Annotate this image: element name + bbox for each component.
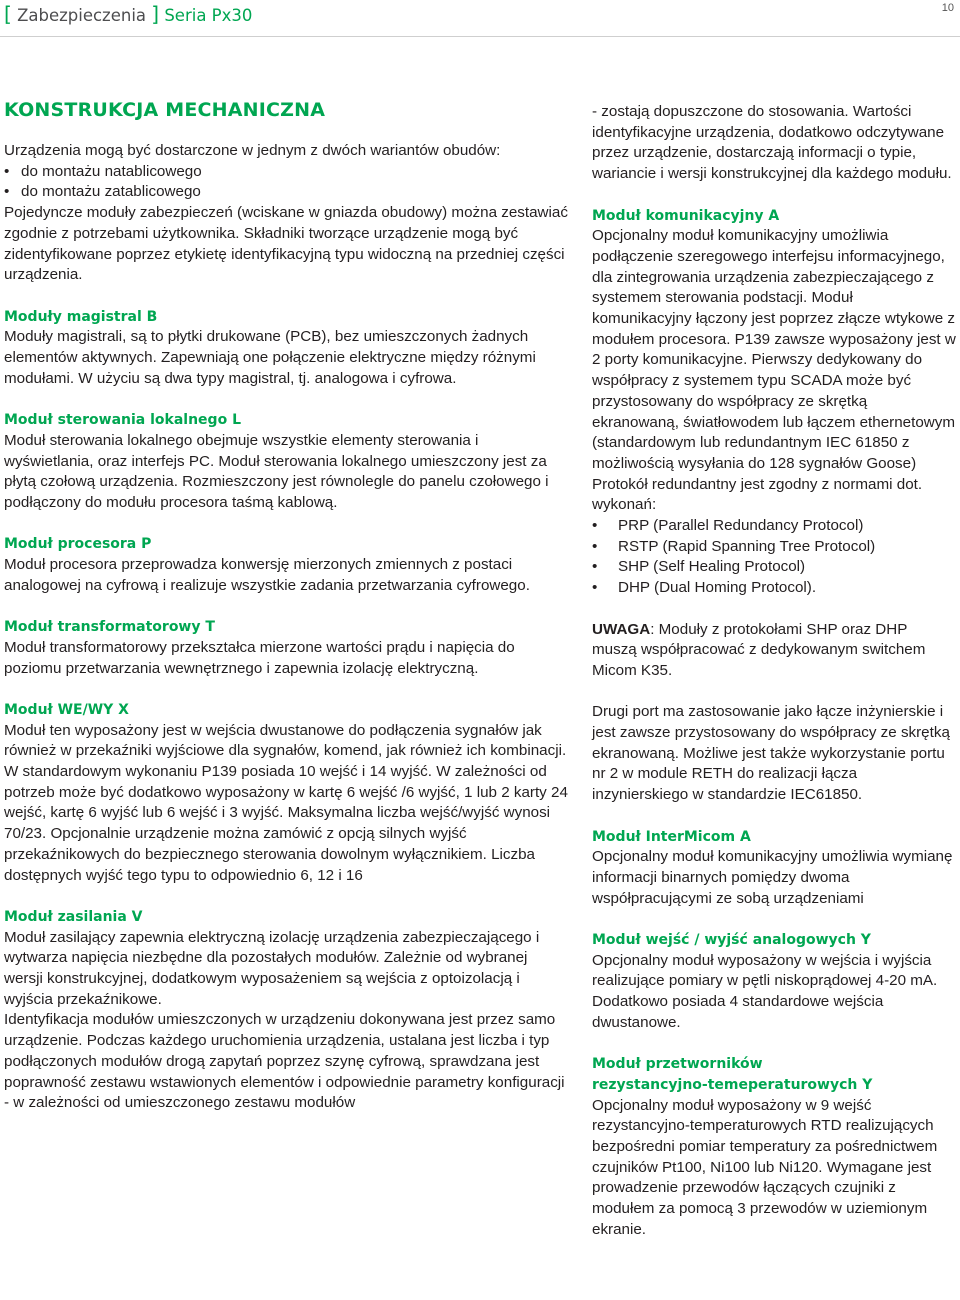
left-column [4,98,570,1114]
header-open-bracket: [ [4,2,12,26]
page-number: 10 [941,2,954,14]
section-text: Moduły magistrali, są to płytki drukowane (PCB), bez umieszczonych żadnych elementów aktywnych. Zapewniają one połączenie elektryczne między różnymi modułami. W użyciu są dwa typy magistral, tj. analogowa i cyfrowa. [4,328,536,387]
section-intermicom [592,827,956,910]
section-title-line-1: Moduł przetworników [592,1056,763,1073]
section-text: Moduł sterowania lokalnego obejmuje wszystkie elementy sterowania i wyświetlania, oraz interfejs PC. Moduł sterowania lokalnego umieszczony jest za płytą czołową urządzenia. Rozmieszczony jest równolegle do panelu czołowego i podłączony do modułu procesora taśmą kablową. [4,431,549,511]
section-text: Opcjonalny moduł wyposażony w wejścia i wyjścia realizujące pomiary w pętli niskoprądowej 4-20 mA. Dodatkowo posiada 4 standardowe wejścia dwustanowe. [592,951,938,1031]
section-analog-io [592,930,956,1034]
section-text: Opcjonalny moduł wyposażony w 9 wejść rezystancyjno-temperaturowych RTD realizujących bezpośredni pomiar temperatury za pośrednictwem czujników Pt100, Ni100 lub Ni120. Wymagane jest prowadzenie przewodów łączących czujniki z modułem za pomocą 3 przewodów w uziemionym ekranie. [592,1096,938,1238]
section-communication [592,206,956,599]
protocol-list [592,516,956,599]
note-paragraph [592,620,956,682]
section-rtd [592,1054,956,1240]
list-item: • RSTP (Rapid Spanning Tree Protocol) [592,537,956,558]
header-close-bracket: ] [151,2,160,26]
note-text: : Moduły z protokołami SHP oraz DHP muszą współpracować z dedykowanym switchem Micom K35. [592,620,926,679]
page-header [4,2,252,26]
section-title: Moduł transformatorowy T [4,619,215,636]
section-title: Moduł zasilania V [4,908,143,925]
section-title: Moduł WE/WY X [4,701,129,718]
section-title: Moduł InterMicom A [592,828,751,845]
list-item: • DHP (Dual Homing Protocol). [592,578,956,599]
variant-list [4,162,570,203]
section-processor [4,534,570,596]
section-power-supply [4,907,570,1114]
list-item: • do montażu zatablicowego [4,182,570,203]
section-bus-modules [4,307,570,390]
section-text-identification: Identyfikacja modułów umieszczonych w urządzeniu dokonywana jest przez samo urządzenie. Podczas każdego uruchomienia urządzenia, ustalana jest liczba i typ podłączonych modułów drogą zapytań poprzez szynę cyfrową, sprawdzana jest poprawność zestawu wstawionych elementów i odpowiednie parametry konfiguracji - w zależności od umieszczonego zestawu modułów [4,1011,565,1112]
section-text: Opcjonalny moduł komunikacyjny umożliwia wymianę informacji binarnych pomiędzy dwoma współpracującymi ze sobą urządzeniami [592,848,953,907]
section-local-control [4,410,570,514]
section-title: Moduł komunikacyjny A [592,207,780,224]
section-title: Moduły magistral B [4,308,158,325]
note-section [592,620,956,682]
section-title: Moduł wejść / wyjść analogowych Y [592,932,871,949]
section-text: Opcjonalny moduł komunikacyjny umożliwia podłączenie szeregowego interfejsu informacyjnego, dla zintegrowania urządzenia zabezpieczającego z systemem sterowania podstacji. Moduł komunikacyjny łączony jest poprzez złącze wtykowe z modułem procesora. P139 zawsze wyposażony jest w 2 porty komunikacyjne. Pierwszy dedykowany do współpracy z systemem typu SCADA może być przystosowany do współpracy ze skrętką ekranowaną, światłowodem lub łączem ethernetowym (standardowym lub redundantnym IEC 61850 z możliwością wysyłania do 128 sygnałów Goose) Protokół redundantny jest zgodny z normami dot. wykonań: [592,227,956,514]
note-label: UWAGA [592,620,651,638]
port2-section [592,702,956,806]
continued-section [592,102,956,185]
intro-continued: Pojedyncze moduły zabezpieczeń (wciskane w gniazda obudowy) można zestawiać zgodnie z potrzebami użytkownika. Składniki tworzące urządzenie mogą być zidentyfikowane poprzez etykietę identyfikacyjną typu widoczną na przedniej części urządzenia. [4,204,568,284]
section-text: Moduł procesora przeprowadza konwersję mierzonych zmiennych z postaci analogowej na cyfrową i realizuje wszystkie zadania przetwarzania cyfrowego. [4,556,530,594]
list-item: • do montażu natablicowego [4,162,570,183]
section-title: Moduł procesora P [4,536,152,553]
intro-text: Urządzenia mogą być dostarczone w jednym z dwóch wariantów obudów: [4,142,501,159]
section-title: Moduł sterowania lokalnego L [4,412,241,429]
port2-text: Drugi port ma zastosowanie jako łącze inżynierskie i jest zawsze przystosowany do współpracy ze skrętką ekranowaną. Możliwe jest także wykorzystanie portu nr 2 w module RETH do realizacji łącza inzynierskiego w standardzie IEC61850. [592,703,950,804]
section-text: Moduł zasilający zapewnia elektryczną izolację urządzenia zabezpieczającego i wytwarza napięcia niezbędne dla pozostałych modułów. Zależnie od wybranej wersji konstrukcyjnej, dodatkowym wyposażeniem są wejścia z optoizolacją i wyjścia przekaźnikowe. [4,928,540,1008]
section-transformer [4,617,570,679]
header-section: Zabezpieczenia [17,6,147,25]
list-item: • PRP (Parallel Redundancy Protocol) [592,516,956,537]
section-title-line-2: rezystancyjno-temeperaturowych Y [592,1076,873,1093]
header-divider [0,36,960,37]
list-item: • SHP (Self Healing Protocol) [592,557,956,578]
section-io [4,700,570,886]
page-title: KONSTRUKCJA MECHANICZNA [4,99,326,121]
header-series: Seria Px30 [164,6,253,25]
section-text: Moduł ten wyposażony jest w wejścia dwustanowe do podłączenia sygnałów jak również w przekaźniki wyjściowe dla sygnałów, komend, jak również ich kombinacji. W standardowym wykonaniu P139 posiada 10 wejść i 14 wyjść. W zależności od potrzeb może być dodatkowo wyposażony w kartę 6 wejść /6 wyjść, 1 lub 2 karty 24 wejść, kartę 6 wyjść lub 6 wejść i 3 wyjść. Maksymalna liczba wejść/wyjść wynosi 70/23. Opcjonalnie urządzenie można zamówić z opcją silnych wyjść przekaźnikowych do bezpiecznego sterowania dowolnym wyłącznikiem. Liczba dostępnych wyjść tego typu to odpowiednio 6, 12 i 16 [4,721,568,884]
continued-text: - zostają dopuszczone do stosowania. Wartości identyfikacyjne urządzenia, dodatkowo odczytywane przez urządzenie, dostarczają informacji o typie, wariancie i wersji konstrukcyjnej dla każdego modułu. [592,103,952,183]
right-column [592,102,956,1241]
section-text: Moduł transformatorowy przekształca mierzone wartości prądu i napięcia do poziomu przetwarzania wewnętrznego i zapewnia izolację elektryczną. [4,638,515,677]
intro-section [4,141,570,286]
